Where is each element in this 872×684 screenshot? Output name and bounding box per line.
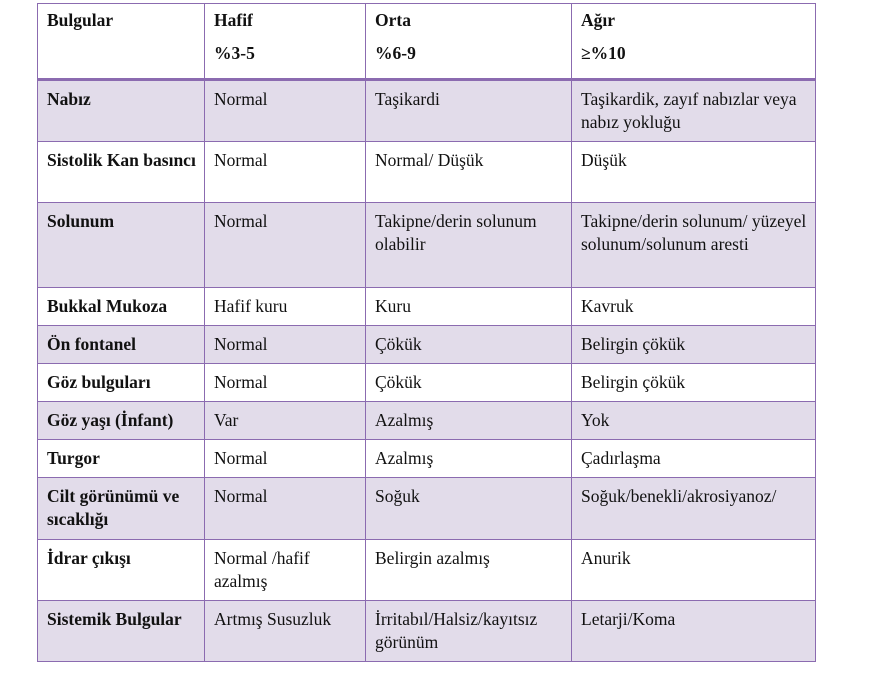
cell-moderate: Belirgin azalmış (366, 540, 572, 601)
row-label: Sistolik Kan basıncı (38, 142, 205, 203)
cell-mild: Normal (205, 203, 366, 288)
row-label: Göz yaşı (İnfant) (38, 402, 205, 440)
cell-moderate: Takipne/derin solunum olabilir (366, 203, 572, 288)
table-row (38, 326, 816, 364)
header-cell-moderate (366, 4, 572, 80)
cell-moderate: Çökük (366, 364, 572, 402)
cell-mild: Normal (205, 478, 366, 540)
header-severe-title: Ağır (581, 10, 616, 30)
cell-severe: Takipne/derin solunum/ yüzeyel solunum/solunum aresti (572, 203, 816, 288)
cell-severe: Belirgin çökük (572, 326, 816, 364)
cell-severe: Düşük (572, 142, 816, 203)
cell-moderate: İrritabıl/Halsiz/kayıtsız görünüm (366, 601, 572, 662)
row-label: Turgor (38, 440, 205, 478)
header-moderate-range: %6-9 (375, 43, 416, 63)
table-row (38, 203, 816, 288)
table-row (38, 440, 816, 478)
cell-severe: Belirgin çökük (572, 364, 816, 402)
cell-severe: Soğuk/benekli/akrosiyanoz/ (572, 478, 816, 540)
cell-mild: Artmış Susuzluk (205, 601, 366, 662)
cell-moderate: Kuru (366, 288, 572, 326)
table-row (38, 478, 816, 540)
cell-mild: Normal (205, 142, 366, 203)
header-findings-label: Bulgular (47, 10, 114, 30)
row-label: Nabız (38, 80, 205, 142)
header-moderate-title: Orta (375, 10, 411, 30)
row-label: Göz bulguları (38, 364, 205, 402)
cell-mild: Normal (205, 440, 366, 478)
row-label: Cilt görünümü ve sıcaklığı (38, 478, 205, 540)
cell-moderate: Azalmış (366, 440, 572, 478)
cell-severe: Kavruk (572, 288, 816, 326)
row-label: Sistemik Bulgular (38, 601, 205, 662)
cell-moderate: Azalmış (366, 402, 572, 440)
row-label: İdrar çıkışı (38, 540, 205, 601)
cell-mild: Normal (205, 364, 366, 402)
row-label: Ön fontanel (38, 326, 205, 364)
header-cell-findings (38, 4, 205, 80)
dehydration-findings-table (37, 3, 816, 662)
cell-moderate: Soğuk (366, 478, 572, 540)
cell-severe: Taşikardik, zayıf nabızlar veya nabız yokluğu (572, 80, 816, 142)
table-row (38, 142, 816, 203)
table-row (38, 80, 816, 142)
cell-moderate: Taşikardi (366, 80, 572, 142)
cell-moderate: Normal/ Düşük (366, 142, 572, 203)
header-severe-range: ≥%10 (581, 43, 626, 63)
cell-severe: Letarji/Koma (572, 601, 816, 662)
cell-severe: Yok (572, 402, 816, 440)
header-mild-range: %3-5 (214, 43, 255, 63)
cell-moderate: Çökük (366, 326, 572, 364)
cell-severe: Anurik (572, 540, 816, 601)
cell-mild: Normal /hafif azalmış (205, 540, 366, 601)
header-cell-mild (205, 4, 366, 80)
cell-mild: Hafif kuru (205, 288, 366, 326)
table-row (38, 364, 816, 402)
table-header-row (38, 4, 816, 80)
cell-mild: Normal (205, 80, 366, 142)
header-cell-severe (572, 4, 816, 80)
cell-mild: Var (205, 402, 366, 440)
table-row (38, 540, 816, 601)
cell-severe: Çadırlaşma (572, 440, 816, 478)
row-label: Solunum (38, 203, 205, 288)
table-row (38, 288, 816, 326)
cell-mild: Normal (205, 326, 366, 364)
table-row (38, 402, 816, 440)
table-row (38, 601, 816, 662)
header-mild-title: Hafif (214, 10, 253, 30)
row-label: Bukkal Mukoza (38, 288, 205, 326)
